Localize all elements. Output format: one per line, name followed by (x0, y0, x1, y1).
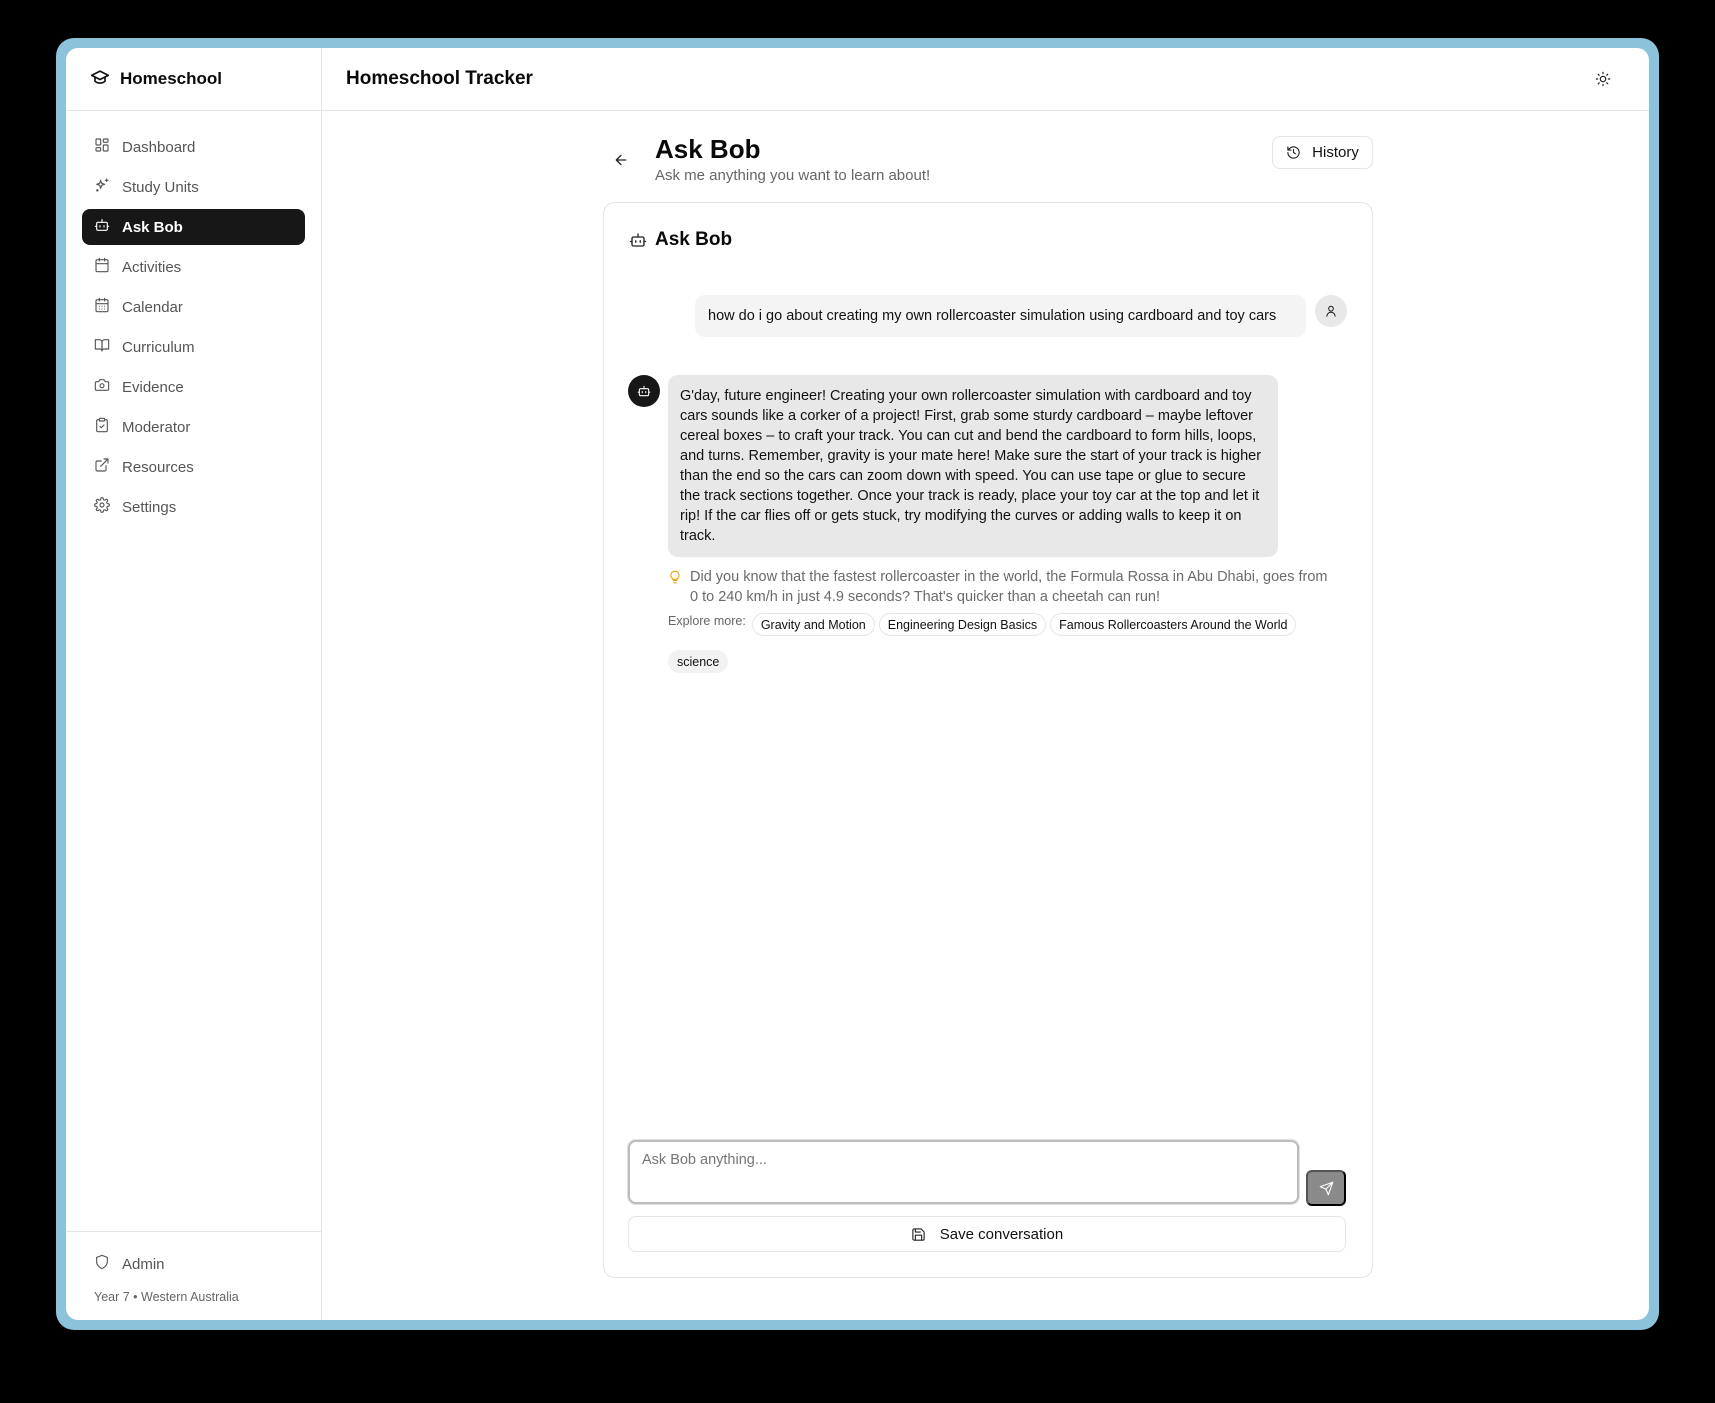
sidebar-item-label: Settings (122, 498, 177, 516)
app-window (66, 48, 1649, 1320)
send-button[interactable] (1306, 1170, 1346, 1206)
assistant-message: G'day, future engineer! Creating your own rollercoaster simulation with cardboard and toy cars sounds like a corker of a project! First, grab some sturdy cardboard – maybe leftover cereal boxes – to craft your track. You can cut and bend the cardboard to form hills, loops, and turns. Remember, gravity is your mate here! Make sure the start of your track is higher than the end so the cars can zoom down with speed. You can use tape or glue to secure the track sections together. Once your track is ready, place your toy car at the top and let it rip! If the car flies off or gets stuck, try modifying the curves or adding walls to keep it on track. (668, 375, 1278, 557)
app-title: Homeschool Tracker (346, 68, 533, 89)
explore-topic-chip[interactable]: Engineering Design Basics (879, 613, 1046, 636)
explore-label: Explore more: (668, 614, 746, 628)
save-icon (911, 1227, 926, 1242)
bot-icon (637, 384, 651, 398)
sidebar-item-calendar[interactable] (82, 289, 305, 325)
sidebar-item-label: Resources (122, 458, 194, 476)
external-link-icon (94, 457, 110, 477)
user-icon (1324, 304, 1338, 318)
topbar (322, 48, 1649, 111)
book-open-icon (94, 337, 110, 357)
history-label: History (1312, 144, 1359, 161)
shield-icon (94, 1254, 110, 1274)
back-button[interactable] (609, 148, 633, 172)
sidebar-item-ask-bob[interactable] (82, 209, 305, 245)
sidebar-item-study-units[interactable] (82, 169, 305, 205)
dashboard-icon (94, 137, 110, 157)
sidebar-item-curriculum[interactable] (82, 329, 305, 365)
send-icon (1319, 1181, 1334, 1196)
sparkles-icon (94, 177, 110, 197)
fun-fact-text: Did you know that the fastest rollercoaster in the world, the Formula Rossa in Abu Dhabi, goes from 0 to 240 km/h in just 4.9 seconds? That's quicker than a cheetah can run! (690, 569, 1328, 605)
explore-topic-chip[interactable]: Gravity and Motion (752, 613, 875, 636)
bot-icon (629, 231, 647, 249)
sidebar-nav (66, 111, 321, 525)
page-header (603, 136, 1373, 194)
chat-card (603, 202, 1373, 1278)
chat-title-label: Ask Bob (655, 229, 733, 250)
history-icon (1286, 145, 1301, 160)
bot-avatar (628, 375, 660, 407)
brand[interactable] (66, 48, 321, 111)
bot-icon (94, 217, 110, 237)
main-area (322, 48, 1649, 1320)
sidebar-footer (66, 1231, 321, 1320)
sidebar-item-dashboard[interactable] (82, 129, 305, 165)
sidebar-item-label: Moderator (122, 418, 191, 436)
sidebar-item-label: Curriculum (122, 338, 195, 356)
graduation-cap-icon (90, 67, 110, 92)
user-message: how do i go about creating my own rollercoaster simulation using cardboard and toy cars (695, 295, 1306, 337)
ask-bob-page (603, 134, 1373, 1243)
gear-icon (94, 497, 110, 517)
sidebar (66, 48, 322, 1320)
sidebar-item-activities[interactable] (82, 249, 305, 285)
sidebar-item-moderator[interactable] (82, 409, 305, 445)
ask-bob-input[interactable] (628, 1140, 1299, 1204)
history-button[interactable] (1272, 136, 1373, 169)
profile-info: Year 7 • Western Australia (94, 1290, 239, 1304)
sidebar-item-label: Evidence (122, 378, 184, 396)
page-title: Ask Bob (655, 134, 761, 164)
brand-name: Homeschool (120, 69, 223, 88)
theme-toggle-sun-icon[interactable] (1595, 71, 1611, 87)
subject-tag: science (668, 650, 728, 673)
sidebar-item-evidence[interactable] (82, 369, 305, 405)
calendar-icon (94, 257, 110, 277)
page-subtitle: Ask me anything you want to learn about! (655, 167, 931, 184)
sidebar-item-admin[interactable] (82, 1246, 305, 1282)
sidebar-item-settings[interactable] (82, 489, 305, 525)
admin-label: Admin (122, 1255, 165, 1273)
lightbulb-icon (668, 567, 682, 607)
sidebar-item-label: Ask Bob (122, 218, 183, 236)
sidebar-item-label: Dashboard (122, 138, 196, 156)
user-avatar (1315, 295, 1347, 327)
explore-topic-chip[interactable]: Famous Rollercoasters Around the World (1050, 613, 1296, 636)
sidebar-item-resources[interactable] (82, 449, 305, 485)
arrow-left-icon (613, 152, 629, 168)
calendar-days-icon (94, 297, 110, 317)
fun-fact (668, 567, 1328, 607)
sidebar-item-label: Calendar (122, 298, 183, 316)
explore-more (668, 613, 1348, 673)
save-conversation-button[interactable] (628, 1216, 1346, 1252)
camera-icon (94, 377, 110, 397)
clipboard-check-icon (94, 417, 110, 437)
save-label: Save conversation (939, 1225, 1064, 1243)
sidebar-item-label: Activities (122, 258, 182, 276)
sidebar-item-label: Study Units (122, 178, 199, 196)
chat-card-title (629, 229, 732, 251)
